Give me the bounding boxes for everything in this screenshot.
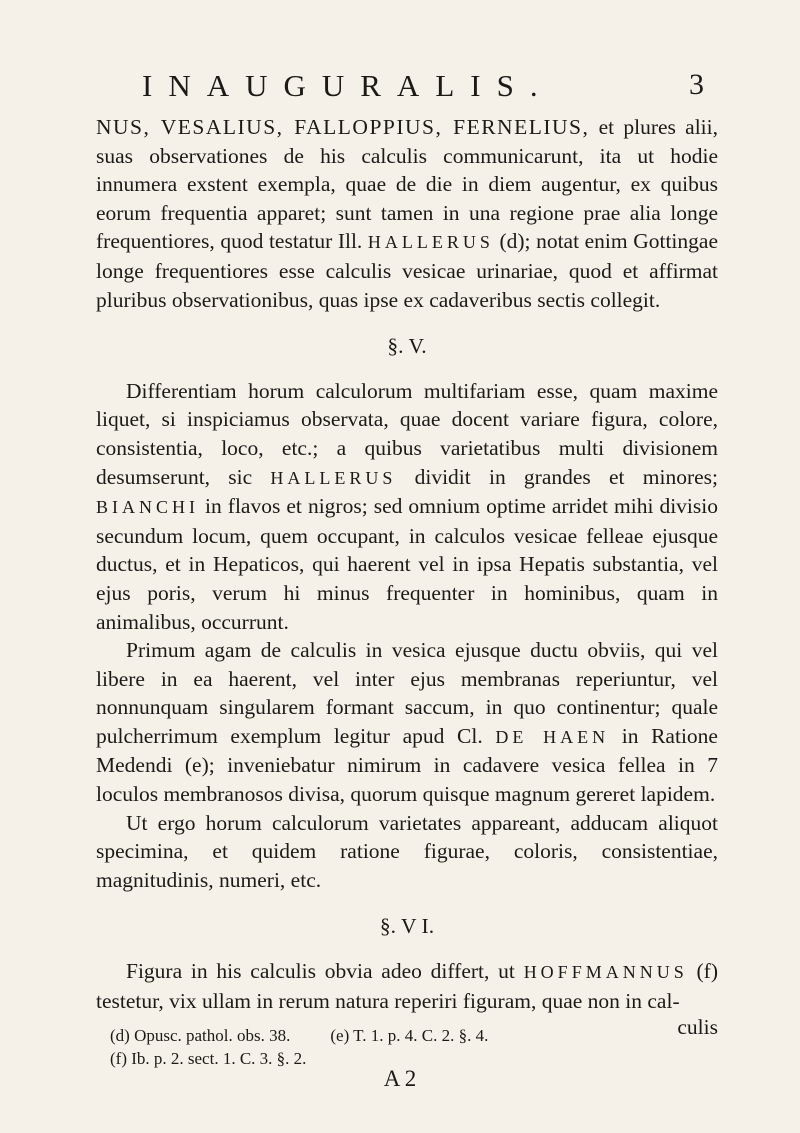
- name-hallerus: HALLERUS: [367, 232, 494, 253]
- footnote-f: (f) Ib. p. 2. sect. 1. C. 3. §. 2.: [110, 1049, 307, 1068]
- signature-mark: A 2: [383, 1066, 417, 1091]
- paragraph-2-text-a: Differentiam horum calculorum multifariam esse, quam maxime liquet, si inspiciamus observata, quae docent variare figura, colore, consistentia, loco, etc.; a quibus varietatibus multi divisionem desumserunt, sic: [96, 378, 718, 489]
- paragraph-5-text-a: Figura in his calculis obvia adeo differt, ut: [126, 959, 524, 984]
- paragraph-5-text-b: (f) testetur, vix ullam in rerum natura reperiri figuram, quae non in cal-: [96, 959, 718, 1013]
- paragraph-5: [96, 957, 718, 1015]
- section-heading-vi: §. V I.: [379, 914, 435, 939]
- footnote-e: (e) T. 1. p. 4. C. 2. §. 4.: [330, 1026, 489, 1045]
- paragraph-1-text: et plures alii, suas observationes de his calculis communicarunt, ita ut hodie innumera exstent exempla, quae de die in diem augentur, ex quibus eorum frequentia apparet; sunt tamen in una regione prae alia longe frequentiores, quod testatur Ill.: [96, 115, 718, 254]
- paragraph-2: [96, 377, 718, 636]
- paragraph-2-text-b: dividit in grandes et minores;: [396, 464, 718, 489]
- paragraph-3: [96, 636, 718, 809]
- page-number: 3: [689, 68, 704, 101]
- name-hallerus-2: HALLERUS: [270, 467, 397, 488]
- footnote-row-1: [110, 1024, 704, 1047]
- name-bianchi: BIANCHI: [96, 497, 199, 518]
- paragraph-1-text-b: (d); notat enim Gottingae longe frequentiores esse calculis vesicae urinariae, quod et affirmat pluribus observationibus, quas ipse ex cadaveribus sectis collegit.: [96, 229, 718, 312]
- paragraph-4: Ut ergo horum calculorum varietates appareant, adducam aliquot specimina, et quidem ratione figurae, coloris, consistentiae, magnitudinis, numeri, etc.: [96, 810, 718, 892]
- name-de-haen: DE HAEN: [495, 726, 610, 747]
- paragraph-3-text-a: Primum agam de calculis in vesica ejusque ductu obviis, qui vel libere in ea haerent, vel inter ejus membranas reperiuntur, vel nonnunquam singularem formant saccum, in quo continentur; quale pulcherrimum exemplum legitur apud Cl.: [96, 638, 718, 748]
- paragraph-3-text-b: in Ratione Medendi (e); inveniebatur nimirum in cadavere vesica fellea in 7 loculos membranosos divisa, quorum quisque magnum gereret lapidem.: [96, 723, 718, 807]
- running-head: INAUGURALIS.: [142, 68, 554, 103]
- body-text: [96, 113, 718, 1042]
- name-hoffmannus: HOFFMANNUS: [523, 962, 688, 983]
- footnote-d: (d) Opusc. pathol. obs. 38.: [110, 1026, 291, 1045]
- section-heading-v: §. V.: [387, 334, 427, 359]
- footnotes: [110, 1024, 704, 1070]
- catchword: culis: [677, 1015, 718, 1040]
- paragraph-1: [96, 113, 718, 314]
- paragraph-2-text-c: in flavos et nigros; sed omnium optime arridet mihi divisio secundum locum, quem occupant, in calculos vesicae felleae ejusque ductus, et in Hepaticos, qui haerent vel in ipsa Hepatis substantia, vel ejus poris, verum hi minus frequenter in hominibus, quam in animalibus, occurrunt.: [96, 494, 718, 634]
- page-header: [0, 68, 800, 108]
- author-names: NUS, VESALIUS, FALLOPPIUS, FERNELIUS,: [96, 115, 590, 139]
